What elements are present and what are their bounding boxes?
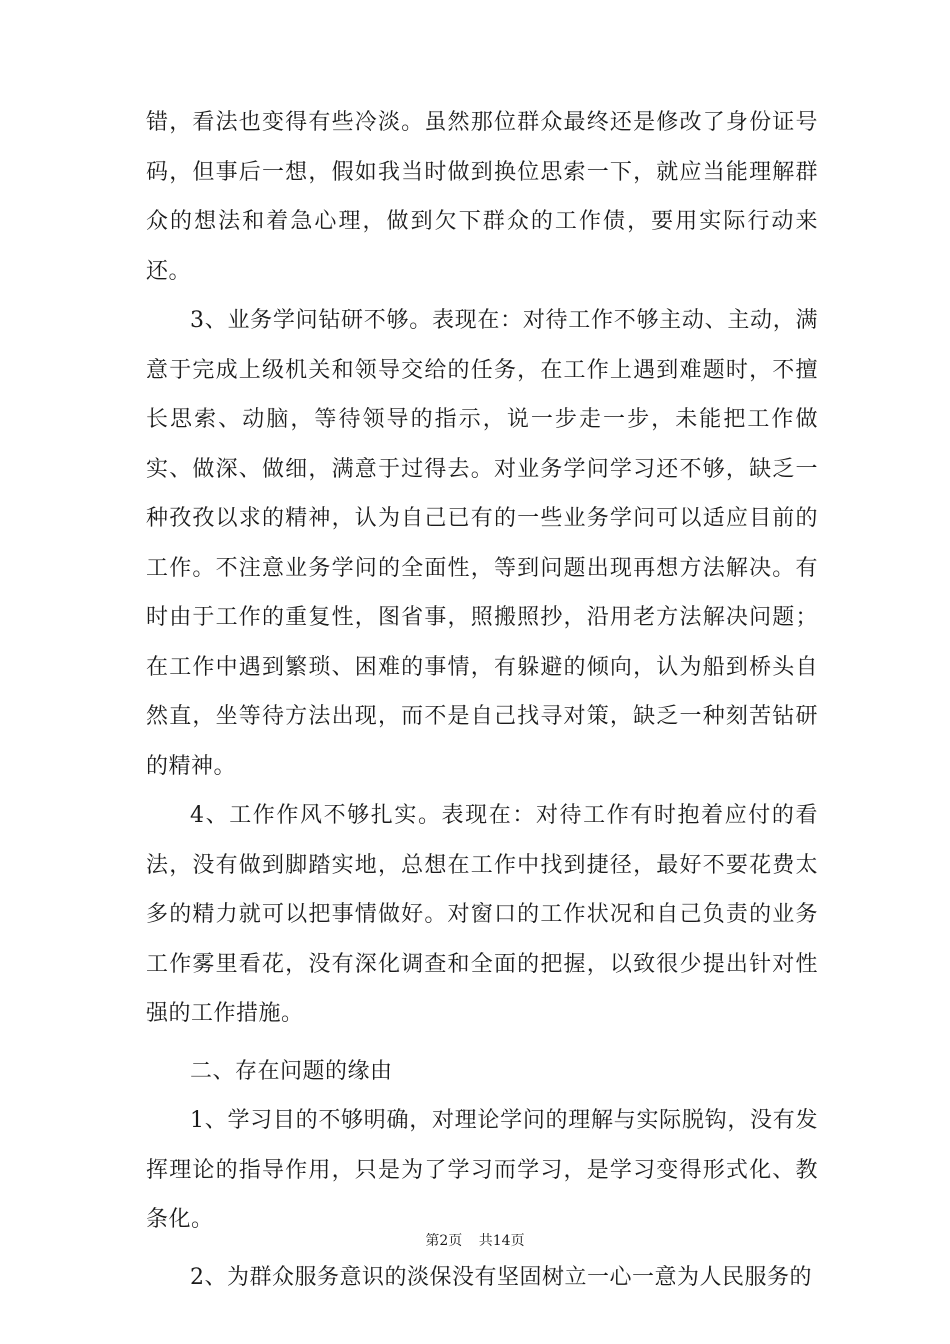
paragraph-cause-2: 2、为群众服务意识的淡保没有坚固树立一心一意为人民服务的 (190, 1264, 812, 1290)
page-footer (0, 1230, 950, 1250)
paragraph-item-4: 4、工作作风不够扎实。表现在：对待工作有时抱着应付的看法，没有做到脚踏实地，总想在工作中找到捷径，最好不要花费太多的精力就可以把事情做好。对窗口的工作状况和自己负责的业务工作雾里看花，没有深化调查和全面的把握，以致很少提出针对性强的工作措施。 (146, 803, 818, 1026)
paragraph-cause-1: 1、学习目的不够明确，对理论学问的理解与实际脱钩，没有发挥理论的指导作用，只是为了学习而学习，是学习变得形式化、教条化。 (146, 1108, 818, 1232)
paragraph-continuation: 错，看法也变得有些冷淡。虽然那位群众最终还是修改了身份证号码，但事后一想，假如我当时做到换位思索一下，就应当能理解群众的想法和着急心理，做到欠下群众的工作债，要用实际行动来还。 (146, 110, 818, 284)
paragraph-item-3: 3、业务学问钻研不够。表现在：对待工作不够主动、主动，满意于完成上级机关和领导交给的任务，在工作上遇到难题时，不擅长思索、动脑，等待领导的指示，说一步走一步，未能把工作做实、做深、做细，满意于过得去。对业务学问学习还不够，缺乏一种孜孜以求的精神，认为自己已有的一些业务学问可以适应目前的工作。不注意业务学问的全面性，等到问题出现再想方法解决。有时由于工作的重复性，图省事，照搬照抄，沿用老方法解决问题；在工作中遇到繁琐、困难的事情，有躲避的倾向，认为船到桥头自然直，坐等待方法出现，而不是自己找寻对策，缺乏一种刻苦钻研的精神。 (146, 308, 818, 779)
document-body (146, 98, 818, 1302)
section-heading: 二、存在问题的缘由 (190, 1058, 393, 1084)
page-total: 共14页 (478, 1233, 525, 1249)
page-number: 第2页 (425, 1233, 463, 1249)
